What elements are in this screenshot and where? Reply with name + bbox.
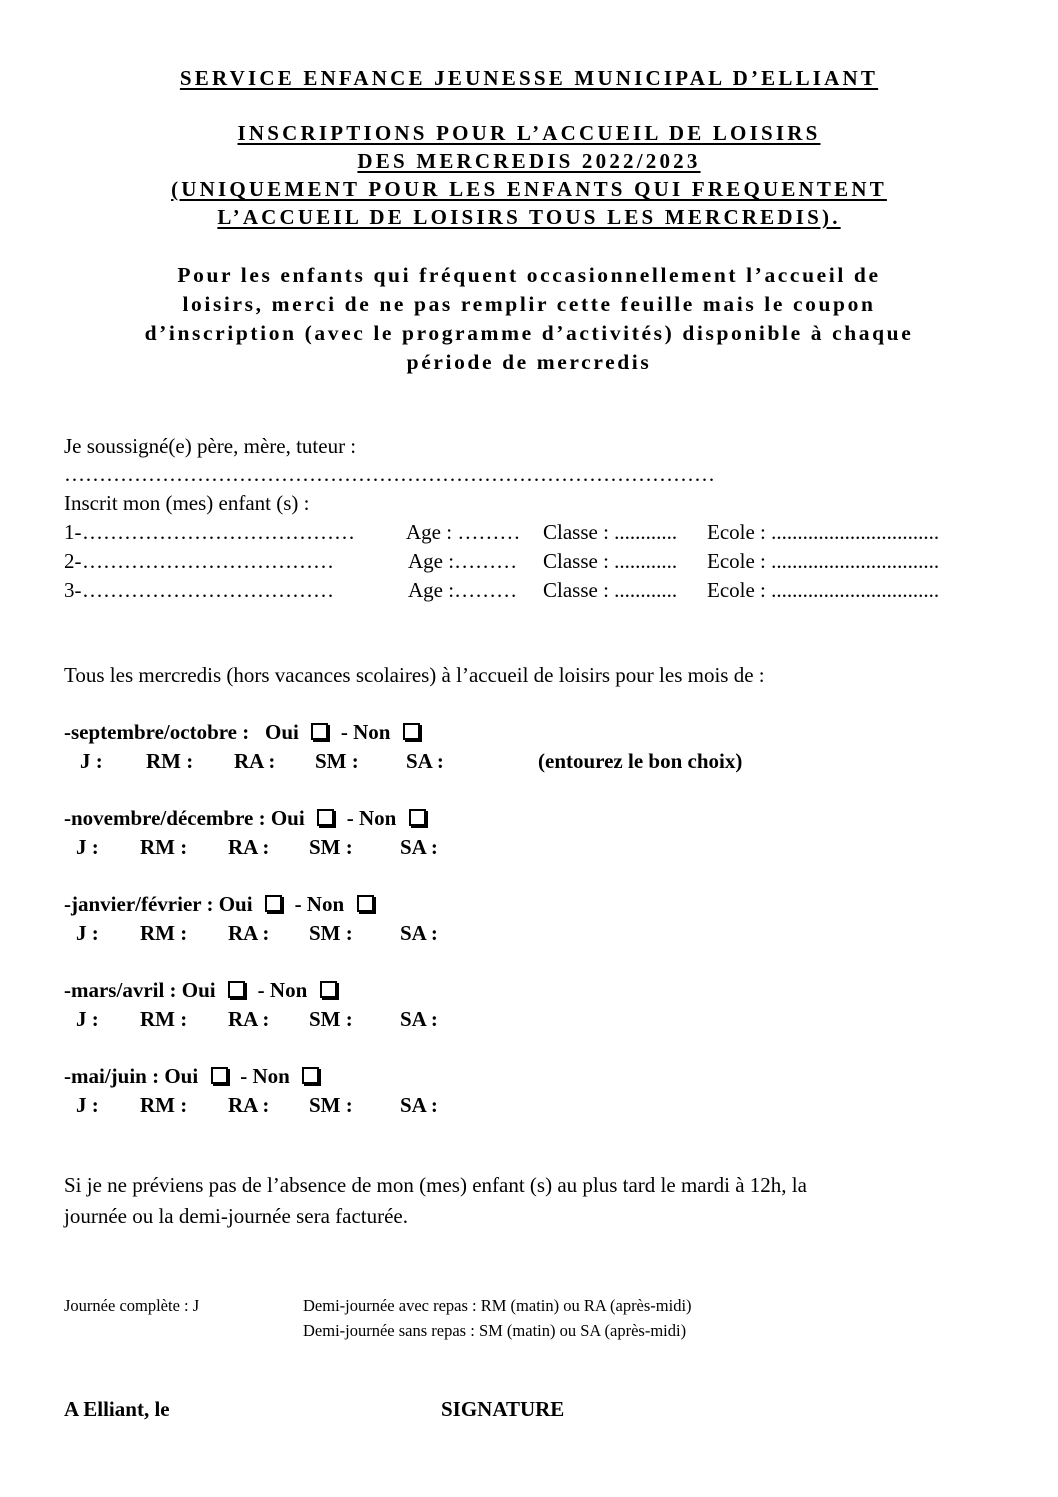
- intro-line-4: période de mercredis: [406, 350, 652, 374]
- code-j[interactable]: J :: [80, 749, 103, 773]
- non-checkbox[interactable]: [409, 809, 426, 826]
- code-j[interactable]: J :: [76, 1093, 99, 1117]
- code-sa[interactable]: SA :: [406, 749, 444, 773]
- code-rm[interactable]: RM :: [140, 1093, 188, 1117]
- code-ra[interactable]: RA :: [228, 921, 270, 945]
- subtitle-line-2: DES MERCREDIS 2022/2023: [357, 149, 701, 173]
- subtitle-line-4: L’ACCUEIL DE LOISIRS TOUS LES MERCREDIS).: [217, 205, 841, 229]
- soussigne-label: Je soussigné(e) père, mère, tuteur :: [64, 434, 357, 458]
- oui-label: Oui: [218, 892, 253, 916]
- period-label: -janvier/février :: [64, 892, 214, 916]
- entourez-note: (entourez le bon choix): [538, 749, 743, 773]
- period-mars-avril: [64, 978, 339, 1003]
- child-classe-field[interactable]: Classe : ............: [543, 578, 678, 602]
- subtitle-line-3: (UNIQUEMENT POUR LES ENFANTS QUI FREQUENTENT: [171, 177, 887, 201]
- code-ra[interactable]: RA :: [228, 1007, 270, 1031]
- period-label: -mars/avril :: [64, 978, 177, 1002]
- non-label: - Non: [257, 978, 308, 1002]
- months-intro: Tous les mercredis (hors vacances scolaires) à l’accueil de loisirs pour les mois de :: [64, 663, 765, 687]
- code-sm[interactable]: SM :: [315, 749, 359, 773]
- code-sm[interactable]: SM :: [309, 921, 353, 945]
- code-sm[interactable]: SM :: [309, 835, 353, 859]
- page-title: SERVICE ENFANCE JEUNESSE MUNICIPAL D’ELLIANT: [179, 66, 879, 90]
- subtitle-line-1: INSCRIPTIONS POUR L’ACCUEIL DE LOISIRS: [237, 121, 821, 145]
- child-ecole-field[interactable]: Ecole : ................................: [707, 520, 940, 544]
- non-checkbox[interactable]: [403, 723, 420, 740]
- non-label: - Non: [294, 892, 345, 916]
- child-age-field[interactable]: Age : ………: [406, 520, 521, 544]
- child-number: 2-: [64, 549, 82, 573]
- intro-line-3: d’inscription (avec le programme d’activités) disponible à chaque: [144, 321, 914, 345]
- code-ra[interactable]: RA :: [234, 749, 276, 773]
- code-rm[interactable]: RM :: [146, 749, 194, 773]
- child-age-field[interactable]: Age :………: [408, 549, 518, 573]
- oui-label: Oui: [270, 806, 305, 830]
- place-date-label: A Elliant, le: [64, 1397, 170, 1421]
- period-novembre-decembre: [64, 806, 428, 831]
- code-j[interactable]: J :: [76, 835, 99, 859]
- code-sm[interactable]: SM :: [309, 1093, 353, 1117]
- legend-half-without-meal: Demi-journée sans repas : SM (matin) ou SA (après-midi): [303, 1321, 687, 1340]
- period-label: -novembre/décembre :: [64, 806, 266, 830]
- oui-label: Oui: [181, 978, 216, 1002]
- period-septembre-octobre: [64, 720, 422, 745]
- child-name-field[interactable]: ………………………………: [82, 549, 334, 573]
- non-label: - Non: [240, 1064, 290, 1088]
- child-ecole-field[interactable]: Ecole : ................................: [707, 578, 940, 602]
- non-label: - Non: [346, 806, 397, 830]
- non-checkbox[interactable]: [302, 1067, 319, 1084]
- code-ra[interactable]: RA :: [228, 1093, 270, 1117]
- code-sa[interactable]: SA :: [400, 1007, 438, 1031]
- child-name-field[interactable]: ………………………………: [82, 578, 334, 602]
- code-ra[interactable]: RA :: [228, 835, 270, 859]
- oui-checkbox[interactable]: [311, 723, 328, 740]
- legend-half-with-meal: Demi-journée avec repas : RM (matin) ou RA (après-midi): [303, 1296, 692, 1315]
- non-label: - Non: [340, 720, 391, 744]
- notice-line-2: journée ou la demi-journée sera facturée.: [64, 1204, 408, 1228]
- child-ecole-field[interactable]: Ecole : ................................: [707, 549, 940, 573]
- code-rm[interactable]: RM :: [140, 1007, 188, 1031]
- code-sa[interactable]: SA :: [400, 921, 438, 945]
- child-number: 1-: [64, 520, 82, 544]
- oui-checkbox[interactable]: [317, 809, 334, 826]
- soussigne-name-field[interactable]: …………………………………………………………………………………: [64, 462, 715, 486]
- child-classe-field[interactable]: Classe : ............: [543, 520, 678, 544]
- non-checkbox[interactable]: [320, 981, 337, 998]
- oui-checkbox[interactable]: [265, 895, 282, 912]
- oui-label: Oui: [265, 720, 299, 744]
- code-j[interactable]: J :: [76, 1007, 99, 1031]
- code-sm[interactable]: SM :: [309, 1007, 353, 1031]
- legend-full-day: Journée complète : J: [64, 1296, 200, 1315]
- child-age-field[interactable]: Age :………: [408, 578, 518, 602]
- period-janvier-fevrier: [64, 892, 376, 917]
- code-j[interactable]: J :: [76, 921, 99, 945]
- period-label: -mai/juin :: [64, 1064, 160, 1088]
- code-sa[interactable]: SA :: [400, 1093, 438, 1117]
- period-mai-juin: [64, 1064, 321, 1089]
- non-checkbox[interactable]: [357, 895, 374, 912]
- oui-checkbox[interactable]: [228, 981, 245, 998]
- inscrit-label: Inscrit mon (mes) enfant (s) :: [64, 491, 310, 515]
- oui-checkbox[interactable]: [211, 1067, 228, 1084]
- intro-line-1: Pour les enfants qui fréquent occasionnellement l’accueil de: [177, 263, 881, 287]
- oui-label: Oui: [164, 1064, 199, 1088]
- signature-label: SIGNATURE: [441, 1397, 565, 1421]
- child-classe-field[interactable]: Classe : ............: [543, 549, 678, 573]
- code-sa[interactable]: SA :: [400, 835, 438, 859]
- period-label: -septembre/octobre :: [64, 720, 250, 744]
- code-rm[interactable]: RM :: [140, 921, 188, 945]
- notice-line-1: Si je ne préviens pas de l’absence de mon (mes) enfant (s) au plus tard le mardi à 12h, la: [64, 1173, 807, 1197]
- child-number: 3-: [64, 578, 82, 602]
- child-name-field[interactable]: …………………………………: [82, 520, 355, 544]
- code-rm[interactable]: RM :: [140, 835, 188, 859]
- intro-line-2: loisirs, merci de ne pas remplir cette feuille mais le coupon: [182, 292, 876, 316]
